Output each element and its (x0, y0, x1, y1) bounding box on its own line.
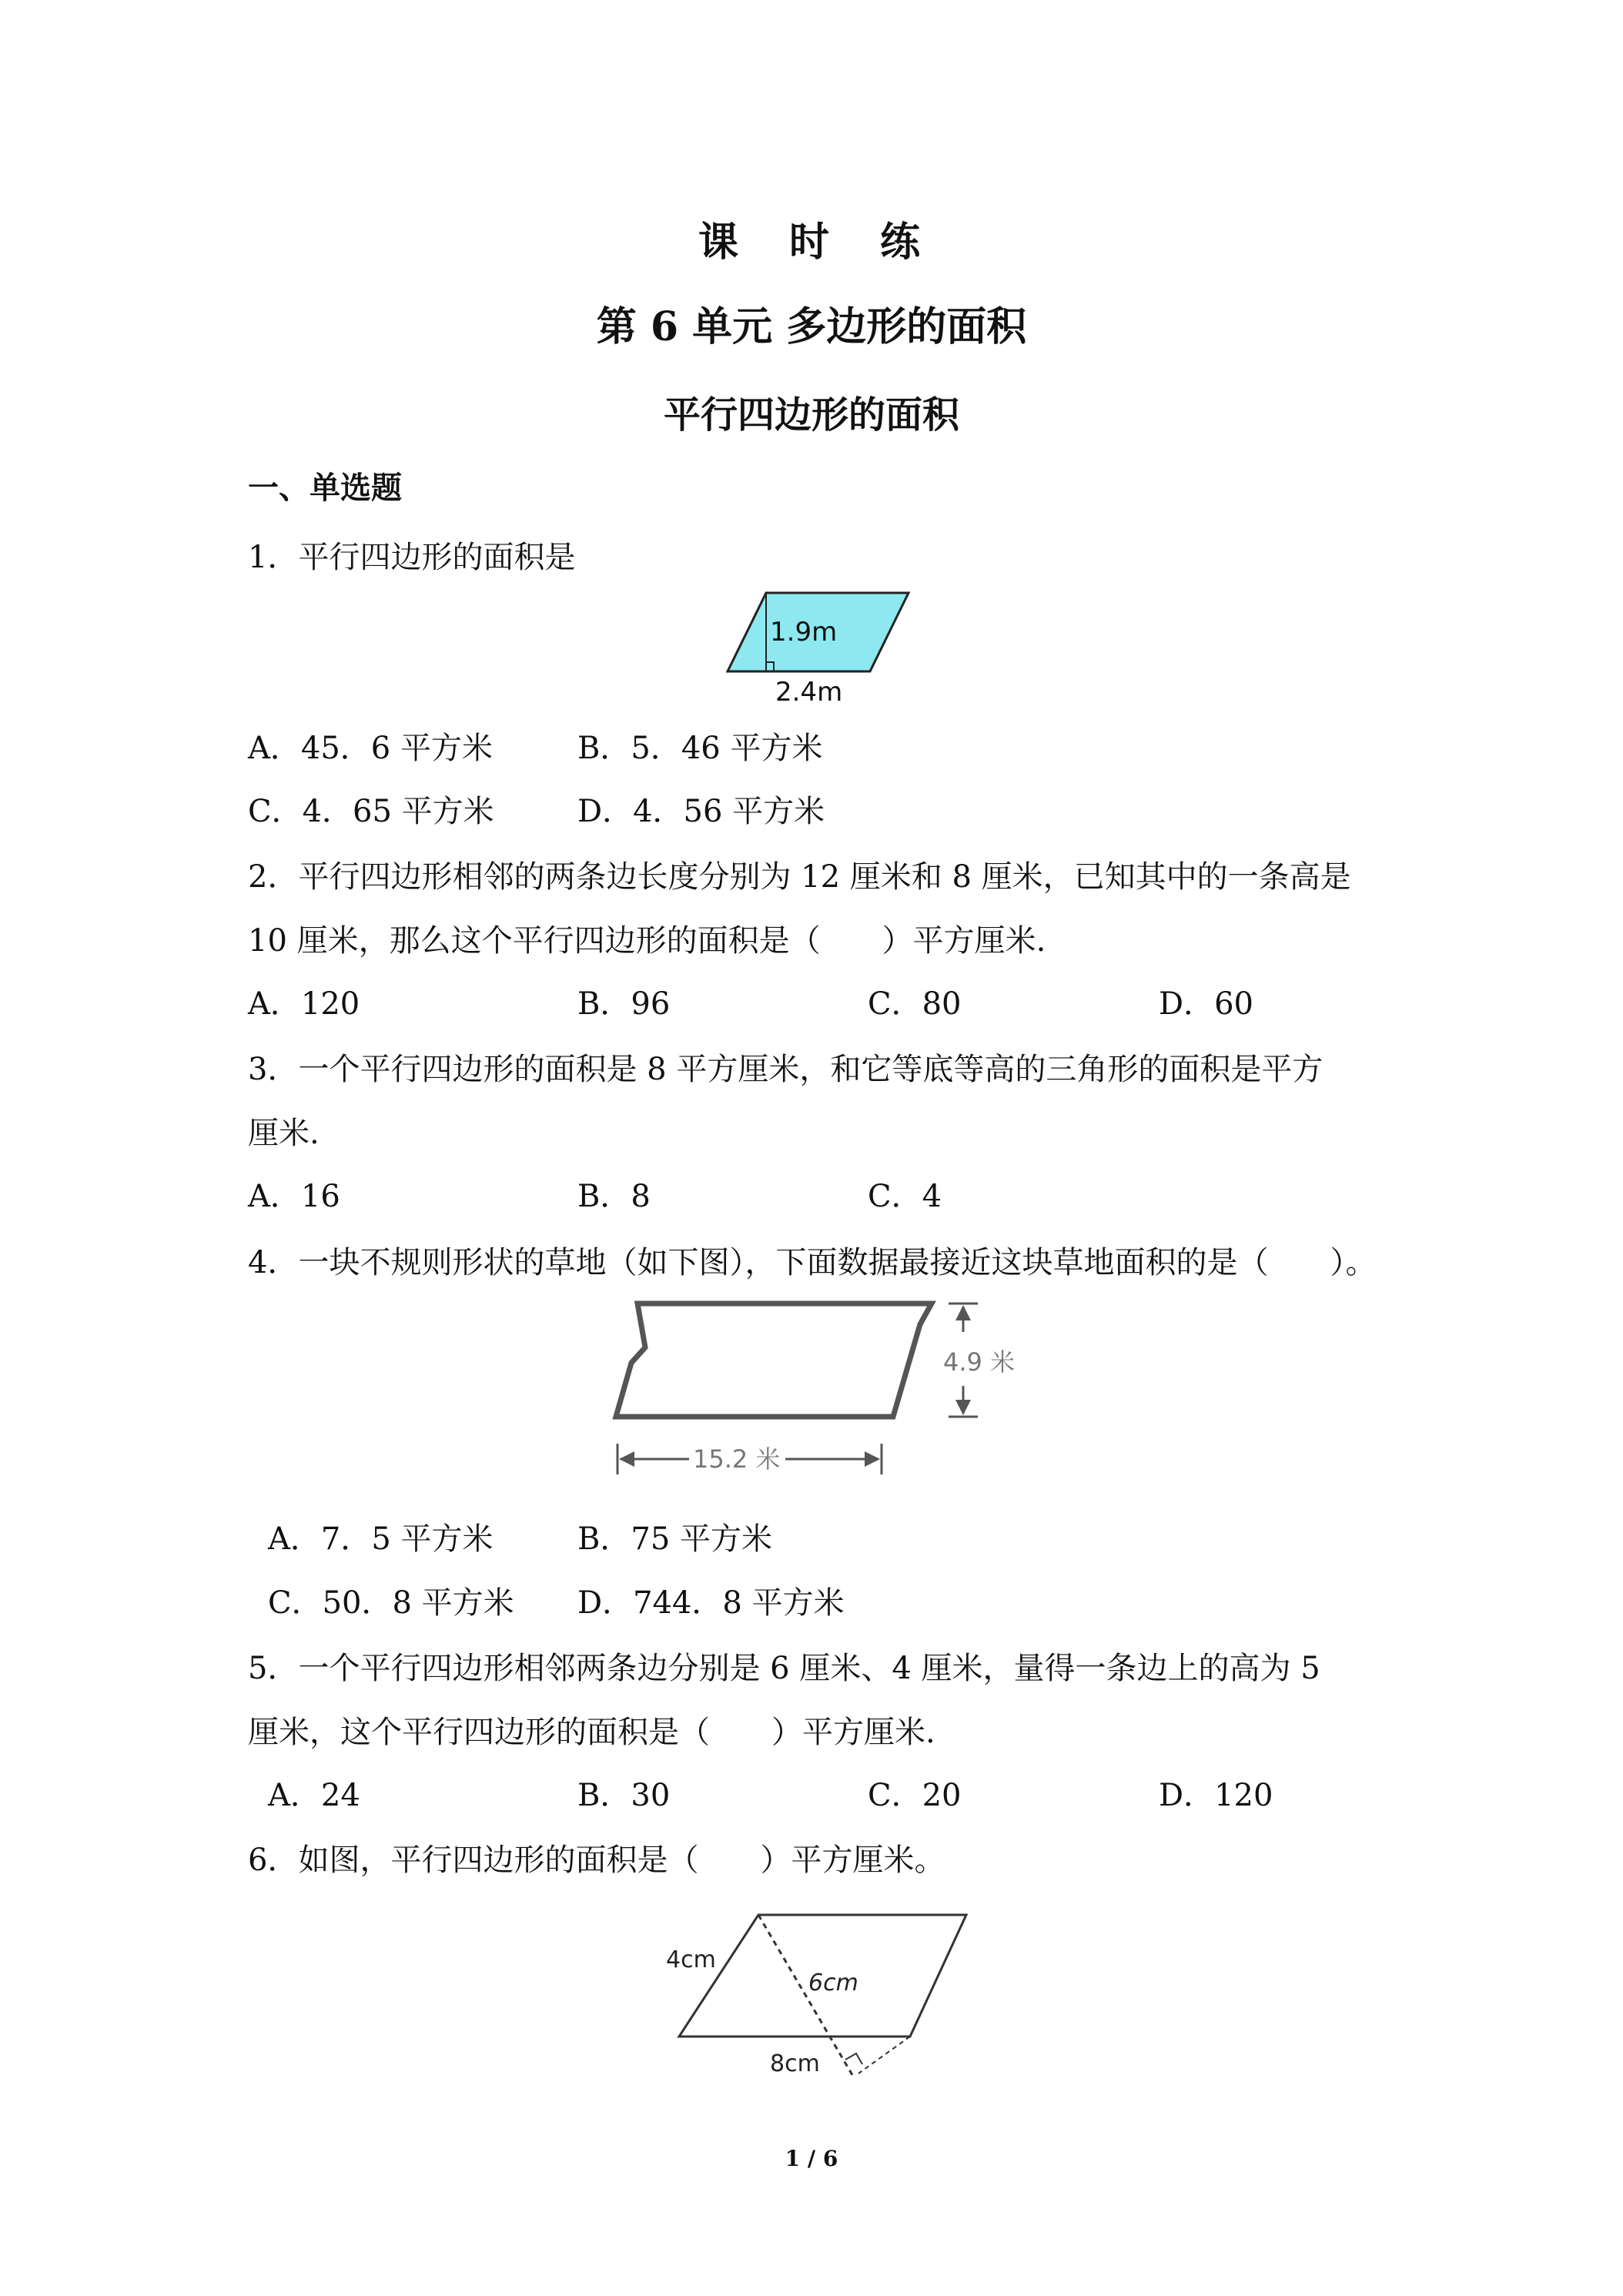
title-char: 练 (880, 219, 925, 266)
question-4-text: 4．一块不规则形状的草地（如下图），下面数据最接近这块草地面积的是（ ）。 (248, 1245, 1377, 1280)
q5-option-a[interactable]: A．24 (268, 1778, 360, 1813)
title-char: 时 (788, 219, 834, 266)
q1-option-b[interactable]: B．5．46 平方米 (577, 731, 823, 766)
base-label: 15.2 米 (693, 1444, 781, 1474)
base-label: 8cm (770, 2050, 820, 2077)
question-5-text-line2: 厘米，这个平行四边形的面积是（ ）平方厘米. (248, 1715, 935, 1750)
question-1-text: 1．平行四边形的面积是 (248, 540, 576, 575)
height-label: 4.9 米 (943, 1347, 1016, 1377)
page-number: 1 / 6 (785, 2146, 838, 2171)
title-char: 课 (698, 219, 743, 266)
question-6-text: 6．如图，平行四边形的面积是（ ）平方厘米。 (248, 1842, 945, 1878)
question-2-text-line1: 2．平行四边形相邻的两条边长度分别为 12 厘米和 8 厘米，已知其中的一条高是 (248, 859, 1351, 895)
q4-option-b[interactable]: B．75 平方米 (577, 1521, 773, 1557)
right-angle-mark (845, 2053, 862, 2064)
q4-option-d[interactable]: D．744．8 平方米 (577, 1585, 845, 1621)
page-title (0, 209, 1623, 267)
base-label: 2.4m (775, 677, 843, 708)
q4-option-c[interactable]: C．50．8 平方米 (268, 1585, 514, 1621)
q2-option-d[interactable]: D．60 (1159, 986, 1253, 1022)
lesson-title: 平行四边形的面积 (663, 393, 959, 437)
grass-field-shape (616, 1304, 932, 1417)
diagonal-label: 6cm (808, 1970, 858, 1996)
q3-option-c[interactable]: C．4 (868, 1179, 942, 1214)
q2-option-a[interactable]: A．120 (248, 986, 360, 1022)
side-label: 4cm (666, 1946, 716, 1973)
q1-option-a[interactable]: A．45．6 平方米 (248, 731, 493, 766)
question-4-figure (601, 1290, 1032, 1498)
question-2-text-line2: 10 厘米，那么这个平行四边形的面积是（ ）平方厘米. (248, 923, 1046, 959)
question-6-figure (662, 1906, 986, 2090)
q5-option-b[interactable]: B．30 (577, 1778, 671, 1813)
q5-option-d[interactable]: D．120 (1159, 1778, 1273, 1813)
section-title: 一、单选题 (248, 470, 402, 506)
question-3-text-line1: 3．一个平行四边形的面积是 8 平方厘米，和它等底等高的三角形的面积是平方 (248, 1052, 1323, 1087)
question-1-figure (720, 585, 920, 708)
q4-option-a[interactable]: A．7．5 平方米 (268, 1521, 494, 1557)
q1-option-c[interactable]: C．4．65 平方米 (248, 794, 494, 829)
q2-option-c[interactable]: C．80 (868, 986, 962, 1022)
q3-option-b[interactable]: B．8 (577, 1179, 651, 1214)
q1-option-d[interactable]: D．4．56 平方米 (577, 794, 825, 829)
unit-title: 第 6 单元 多边形的面积 (596, 303, 1027, 350)
q3-option-a[interactable]: A．16 (248, 1179, 340, 1214)
question-3-text-line2: 厘米. (248, 1116, 320, 1151)
q5-option-c[interactable]: C．20 (868, 1778, 962, 1813)
q2-option-b[interactable]: B．96 (577, 986, 671, 1022)
height-label: 1.9m (770, 617, 838, 648)
question-5-text-line1: 5．一个平行四边形相邻两条边分别是 6 厘米、4 厘米，量得一条边上的高为 5 (248, 1651, 1320, 1686)
